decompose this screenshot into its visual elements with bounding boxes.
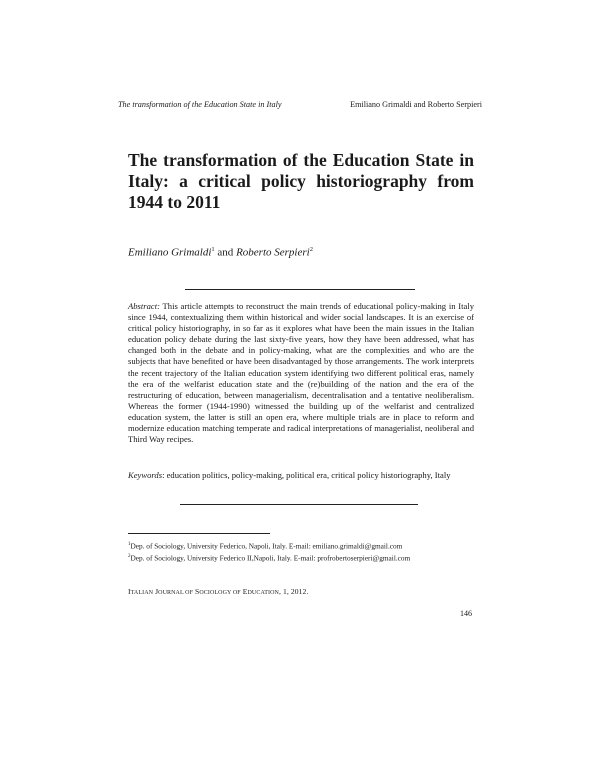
keywords-text: : education politics, policy-making, political era, critical policy historiography, Italy — [162, 470, 451, 480]
abstract-label: Abstract: — [128, 301, 160, 311]
author-1-name: Emiliano Grimaldi — [128, 246, 212, 259]
journal-word-3-initial: S — [195, 587, 200, 596]
journal-word-1-initial: I — [128, 587, 131, 596]
running-head — [118, 100, 482, 109]
author-2-name: Roberto Serpieri — [236, 246, 310, 259]
journal-citation — [128, 587, 308, 596]
paper-title: The transformation of the Education State in Italy: a critical policy historiography from 1944 to 2011 — [128, 150, 474, 212]
journal-word-1-rest: TALIAN — [130, 590, 154, 596]
keywords — [128, 470, 474, 481]
footnotes — [128, 539, 478, 564]
footnote-2 — [128, 551, 478, 563]
running-head-title: The transformation of the Education State in Italy — [118, 100, 282, 109]
footnote-1 — [128, 539, 478, 551]
journal-word-2-initial: J — [155, 587, 159, 596]
title-divider — [185, 289, 415, 290]
journal-word-4-initial: E — [242, 587, 248, 596]
journal-word-4-rest: DUCATION — [247, 590, 279, 596]
journal-word-2-rest: OURNAL OF — [158, 590, 194, 596]
author-connector: and — [214, 246, 237, 259]
abstract-text: This article attempts to reconstruct the main trends of educational policy-making in Italy since 1944, contextualizing them within historical and wider social landscapes. It is an exercise of critical policy historiography, in so far as it explores what have been the main issues in the Italian education policy debate during the last sixty-five years, how they have been addressed, what has changed both in the debate and in policy-making, what are the complexities and who are the subjects that have benefited or have been disadvantaged by those arrangements. The work interprets the recent trajectory of the Italian education system identifying two different political eras, namely the era of the welfarist education state and the (re)building of the nation and the era of the restructuring of education, between managerialism, decentralisation and a tentative neoliberalism. Whereas the former (1944-1990) witnessed the building up of the welfarist and centralized education system, the latter is still an open era, where multiple trials are in place to reform and modernize education matching temperate and radical interpretations of managerialist, neoliberal and Third Way recipes. — [128, 301, 474, 445]
author-1-footnote-mark: 1 — [211, 246, 215, 253]
footnote-1-mark: 1 — [128, 542, 131, 547]
journal-volume-year: , 1, 2012. — [278, 587, 309, 596]
author-2-footnote-mark: 2 — [309, 246, 313, 253]
keywords-label: Keywords — [128, 470, 163, 480]
keywords-divider — [180, 504, 418, 505]
footnote-divider — [128, 533, 270, 534]
footnote-2-mark: 2 — [128, 554, 131, 560]
footnote-1-text: Dep. of Sociology, University Federico, Napoli, Italy. E-mail: emiliano.grimaldi@gmail.com — [130, 541, 403, 551]
page-number: 146 — [460, 609, 472, 618]
journal-word-3-rest: OCIOLOGY OF — [199, 590, 241, 596]
running-head-authors: Emiliano Grimaldi and Roberto Serpieri — [350, 100, 482, 109]
abstract — [128, 301, 474, 445]
author-line — [128, 246, 313, 259]
footnote-2-text: Dep. of Sociology, University Federico II,Napoli, Italy. E-mail: profrobertoserpieri@gmail.com — [130, 553, 411, 563]
